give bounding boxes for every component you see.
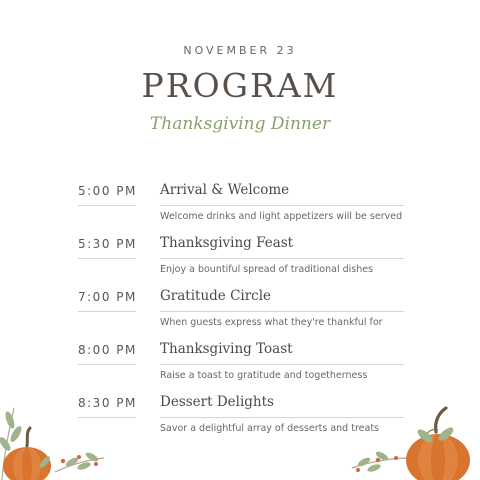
- divider: [78, 258, 136, 259]
- event-name: Arrival & Welcome: [160, 182, 290, 198]
- event-name: Thanksgiving Toast: [160, 341, 293, 357]
- event-description: Welcome drinks and light appetizers will be served: [160, 211, 403, 222]
- schedule-item: [78, 184, 408, 234]
- event-time: 8:00 PM: [78, 343, 137, 357]
- divider: [160, 258, 404, 259]
- event-time: 5:00 PM: [78, 184, 137, 198]
- event-description: Savor a delightful array of desserts and treats: [160, 423, 379, 434]
- event-name: Gratitude Circle: [160, 288, 272, 304]
- event-description: When guests express what they're thankful for: [160, 317, 383, 328]
- page-subtitle: Thanksgiving Dinner: [149, 114, 331, 134]
- event-date: NOVEMBER 23: [183, 44, 297, 57]
- divider: [160, 205, 404, 206]
- schedule-item: [78, 290, 408, 340]
- pumpkin-icon: [350, 400, 480, 480]
- divider: [78, 205, 136, 206]
- schedule-item: [78, 237, 408, 287]
- divider: [78, 364, 136, 365]
- schedule-item: [78, 343, 408, 393]
- pumpkin-icon: [0, 400, 110, 480]
- event-description: Raise a toast to gratitude and togetherness: [160, 370, 368, 381]
- page-title: PROGRAM: [141, 66, 339, 105]
- event-time: 8:30 PM: [78, 396, 137, 410]
- event-name: Dessert Delights: [160, 394, 274, 410]
- divider: [160, 364, 404, 365]
- divider: [78, 311, 136, 312]
- divider: [160, 311, 404, 312]
- event-name: Thanksgiving Feast: [160, 235, 294, 251]
- event-time: 5:30 PM: [78, 237, 137, 251]
- event-time: 7:00 PM: [78, 290, 137, 304]
- event-description: Enjoy a bountiful spread of traditional dishes: [160, 264, 374, 275]
